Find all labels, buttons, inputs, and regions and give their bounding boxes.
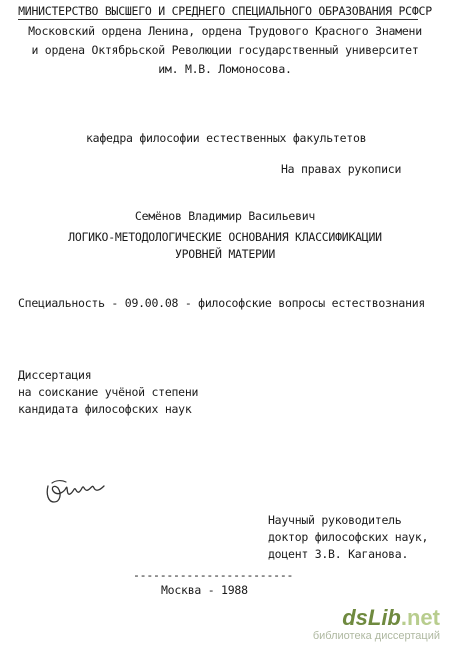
place-and-year: Москва - 1988 [161,583,248,597]
dissertation-title-line-2: УРОВНЕЙ МАТЕРИИ [174,247,276,261]
ministry-header: МИНИСТЕРСТВО ВЫСШЕГО И СРЕДНЕГО СПЕЦИАЛЬНОГО ОБРАЗОВАНИЯ РСФСР [18,4,432,18]
dissertation-title-line-1: ЛОГИКО-МЕТОДОЛОГИЧЕСКИЕ ОСНОВАНИЯ КЛАССИФИКАЦИИ [68,230,382,244]
specialty-line: Специальность - 09.00.08 - философские вопросы естествознания [18,296,426,310]
dissertation-label: Диссертация [18,368,92,382]
manuscript-rights-note: На правах рукописи [281,162,402,176]
supervisor-degree: доктор философских наук, [268,530,429,544]
handwritten-signature [40,472,120,512]
degree-line: на соискание учёной степени [18,385,199,399]
university-line-2: и ордена Октябрьской Революции государственный университет [31,43,419,57]
university-line-1: Московский ордена Ленина, ордена Трудового Красного Знамени [28,24,422,38]
candidate-line: кандидата философских наук [18,402,192,416]
dashed-divider: ------------------------ [133,568,294,582]
supervisor-label: Научный руководитель [268,513,402,527]
author-name: Семёнов Владимир Васильевич [134,209,316,223]
department-name: кафедра философии естественных факультетов [86,131,367,145]
header-rule [18,19,418,20]
supervisor-name: доцент З.В. Каганова. [268,547,409,561]
university-line-3: им. М.В. Ломоносова. [158,62,292,76]
watermark-logo: dsLib.net [342,605,440,630]
dslib-watermark [313,606,440,643]
watermark-subtitle: библиотека диссертаций [312,630,440,642]
